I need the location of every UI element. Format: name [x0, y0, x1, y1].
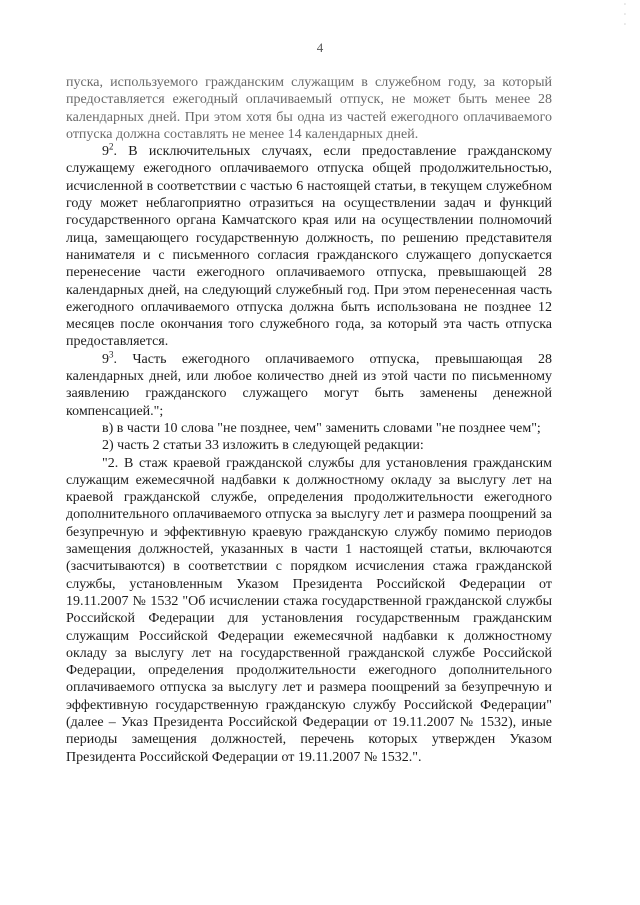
paragraph-9-2-superscript: 2	[109, 141, 114, 152]
scan-edge-marks: · · ·	[623, 0, 627, 29]
paragraph-9-2-text: . В исключительных случаях, если предоставление гражданскому служащему ежегодного оплачиваемого отпуска общей продолжительностью, исчисленной в соответствии с частью 6 настоящей статьи, в текущем служебном году может неблагоприятно отразиться на осуществлении задач и функций государственного органа Камчатского края или на осуществлении полномочий лица, замещающего государственную должность, по решению представителя нанимателя и с письменного согласия гражданского служащего допускается перенесение части ежегодного оплачиваемого отпуска, превышающей 28 календарных дней, на следующий служебный год. При этом перенесенная часть ежегодного оплачиваемого отпуска должна быть использована не позднее 12 месяцев после окончания того служебного года, за который эта часть отпуска предоставляется.	[66, 144, 552, 350]
paragraph-9-3-superscript: 3	[109, 349, 114, 360]
page-number: 4	[316, 40, 324, 55]
paragraph-9-2	[66, 143, 552, 351]
paragraph-9-3	[66, 351, 552, 420]
paragraph-article-33-part-2: "2. В стаж краевой гражданской службы для установления гражданским служащим ежемесячной надбавки к должностному окладу за выслугу лет на краевой гражданской службе, определения продолжительности ежегодного дополнительного оплачиваемого отпуска за выслугу лет и размера поощрений за безупречную и эффективную краевую гражданскую службу помимо периодов замещения должностей, указанных в части 1 настоящей статьи, включаются (засчитываются) в соответствии с порядком исчисления стажа гражданской службы, установленным Указом Президента Российской Федерации от 19.11.2007 № 1532 "Об исчислении стажа государственной гражданской службы Российской Федерации для установления государственным гражданским служащим Российской Федерации ежемесячной надбавки к должностному окладу за выслугу лет на государственной гражданской службе Российской Федерации, определения продолжительности ежегодного дополнительного оплачиваемого отпуска за выслугу лет и размера поощрений за безупречную и эффективную государственную гражданскую службу Российской Федерации" (далее – Указ Президента Российской Федерации от 19.11.2007 № 1532), иные периоды замещения должностей, перечень которых утвержден Указом Президента Российской Федерации от 19.11.2007 № 1532.".	[66, 455, 552, 765]
paragraph-item-v: в) в части 10 слова "не позднее, чем" заменить словами "не позднее чем";	[102, 420, 541, 436]
paragraph-9-3-number: 9	[102, 351, 109, 367]
paragraph-continuation: пуска, используемого гражданским служащим в служебном году, за который предоставляется ежегодный оплачиваемый отпуск, не может быть менее 28 календарных дней. При этом хотя бы одна из частей ежегодного оплачиваемого отпуска должна составлять не менее 14 календарных дней.	[66, 75, 552, 142]
paragraph-item-2: 2) часть 2 статьи 33 изложить в следующей редакции:	[102, 438, 424, 454]
document-body	[66, 74, 552, 766]
paragraph-9-2-number: 9	[102, 144, 109, 160]
paragraph-9-3-text: . Часть ежегодного оплачиваемого отпуска, превышающая 28 календарных дней, или любое количество дней из этой части по письменному заявлению гражданского служащего могут быть заменены денежной компенсацией.";	[66, 351, 552, 419]
